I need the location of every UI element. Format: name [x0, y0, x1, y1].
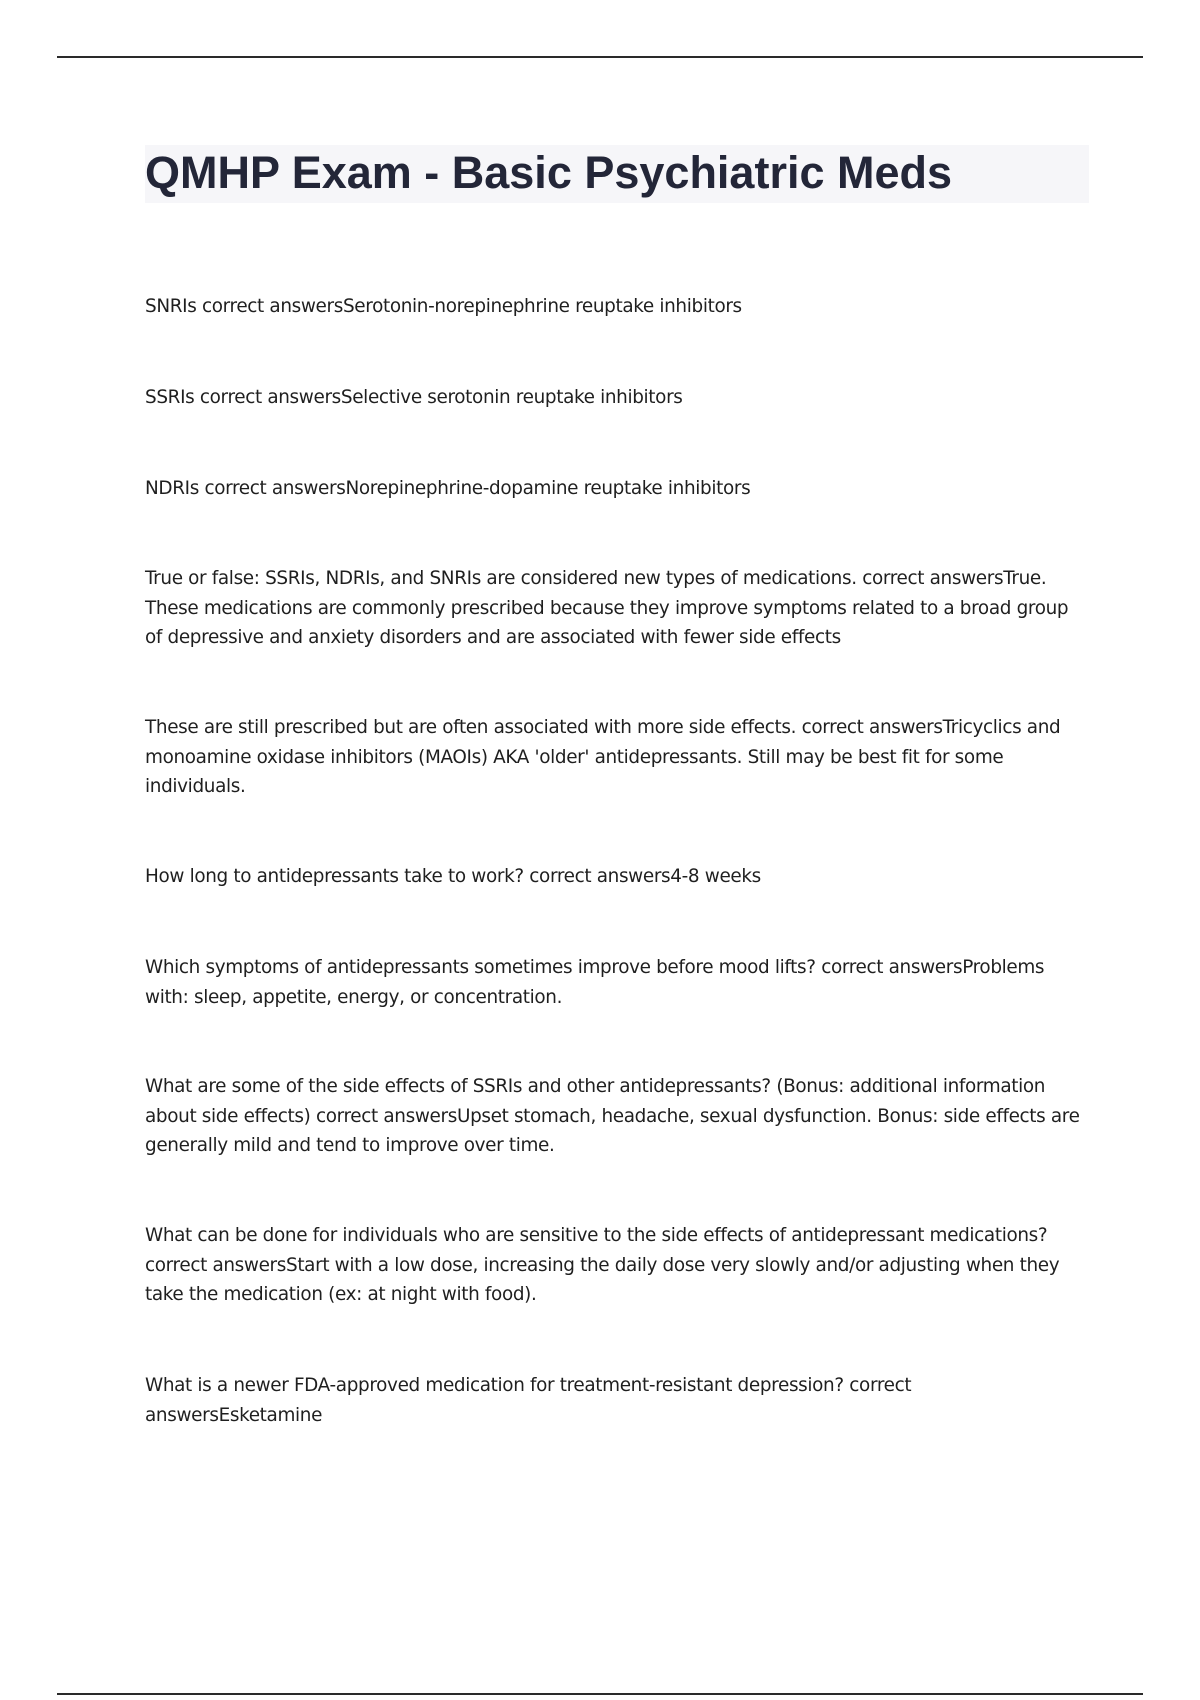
qa-item-ndris [145, 474, 1090, 504]
page-title: QMHP Exam - Basic Psychiatric Meds [145, 147, 953, 198]
answer-text: Problems with: sleep, appetite, energy, or concentration. [145, 957, 1045, 1008]
answer-marker: correct answers [801, 717, 943, 738]
question-text: NDRIs [145, 478, 199, 499]
top-divider [57, 56, 1143, 58]
question-text: Which symptoms of antidepressants sometimes improve before mood lifts? [145, 957, 816, 978]
question-text: What are some of the side effects of SSRIs and other antidepressants? (Bonus: additional information about side effects) [145, 1076, 1046, 1127]
question-text: SNRIs [145, 296, 197, 317]
answer-text: Esketamine [218, 1404, 323, 1426]
question-text: SSRIs [145, 387, 195, 408]
bottom-divider [57, 1693, 1143, 1695]
question-text: True or false: SSRIs, NDRIs, and SNRIs are considered new types of medications. [145, 568, 857, 589]
qa-item-new-medications [145, 564, 1090, 653]
answer-text: 4-8 weeks [670, 866, 761, 887]
qa-item-snris [145, 292, 1090, 322]
answer-text: Upset stomach, headache, sexual dysfunction. Bonus: side effects are generally mild and tend to improve over time. [145, 1105, 1080, 1156]
answer-marker: correct answers [315, 1105, 457, 1127]
answer-text: Norepinephrine-dopamine reuptake inhibitors [345, 478, 751, 499]
answer-marker: correct answers [199, 387, 341, 408]
answer-marker: correct answers [201, 296, 343, 317]
answer-marker: correct answers [862, 568, 1004, 589]
answer-marker: correct answers [821, 957, 963, 978]
answer-text: Start with a low dose, increasing the daily dose very slowly and/or adjusting when they take the medication (ex: at night with food). [145, 1254, 1060, 1305]
answer-text: Selective serotonin reuptake inhibitors [340, 387, 683, 408]
question-text: These are still prescribed but are often associated with more side effects. [145, 717, 797, 738]
answer-text: True. These medications are commonly prescribed because they improve symptoms related to a broad group of depressive and anxiety disorders and are associated with fewer side effects [145, 568, 1069, 648]
question-text: What is a newer FDA-approved medication for treatment-resistant depression? [145, 1375, 844, 1396]
qa-item-newer-medication [145, 1371, 1090, 1430]
qa-item-sensitive-individuals [145, 1221, 1090, 1310]
question-text: How long to antidepressants take to work? [145, 866, 524, 887]
qa-item-time-to-work [145, 862, 1090, 892]
qa-item-side-effects [145, 1072, 1090, 1161]
qa-item-ssris [145, 383, 1090, 413]
qa-item-older-antidepressants [145, 713, 1090, 802]
answer-text: Tricyclics and monoamine oxidase inhibitors (MAOIs) AKA 'older' antidepressants. Still may be best fit for some individuals. [145, 717, 1061, 797]
answer-marker: correct answers [145, 1254, 286, 1276]
question-text: What can be done for individuals who are sensitive to the side effects of antidepressant medications? [145, 1225, 1048, 1246]
answer-marker: correct answers [529, 866, 671, 887]
answer-text: Serotonin-norepinephrine reuptake inhibitors [342, 296, 742, 317]
answer-marker: correct answers [204, 478, 346, 499]
answer-marker: correct answers [145, 1375, 912, 1426]
qa-item-early-symptoms [145, 953, 1090, 1012]
